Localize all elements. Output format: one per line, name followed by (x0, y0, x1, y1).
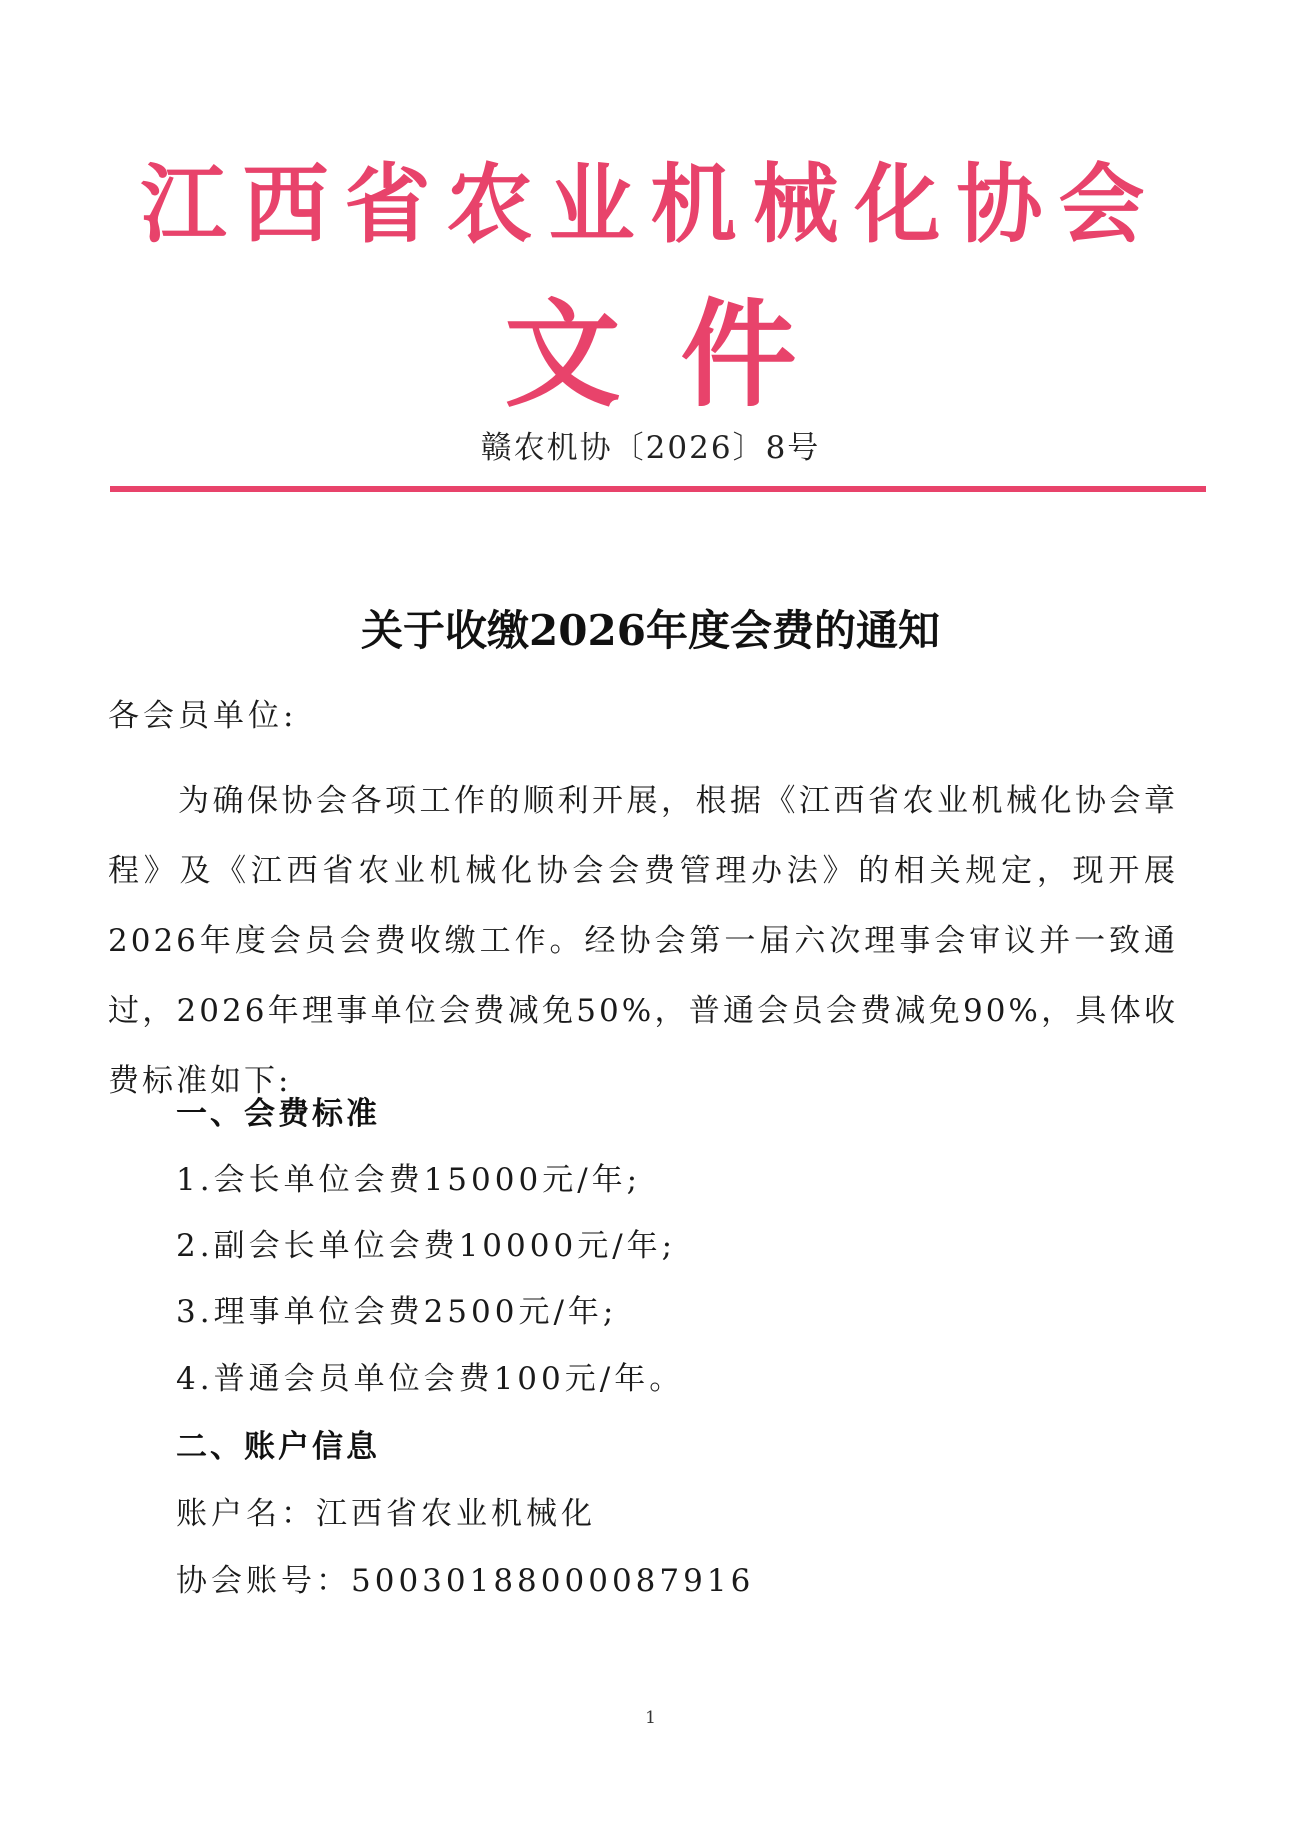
account-number: 协会账号：50030188000087916 (176, 1563, 755, 1599)
fee-item: 3.理事单位会费2500元/年; (176, 1294, 618, 1330)
section-heading-fee-standard: 一、会费标准 (176, 1096, 380, 1132)
salutation: 各会员单位: (108, 698, 298, 734)
org-name-header: 江西省农业机械化协会 (140, 154, 1161, 255)
body-paragraph: 为确保协会各项工作的顺利开展，根据《江西省农业机械化协会章程》及《江西省农业机械化协会会费管理办法》的相关规定，现开展2026年度会员会费收缴工作。经协会第一届六次理事会审议并一致通过，2026年理事单位会费减免50%，普通会员会费减免90%，具体收费标准如下: (108, 783, 1178, 1099)
red-divider-line (110, 486, 1206, 492)
document-word-header: 文件 (504, 287, 857, 423)
page-number: 1 (645, 1708, 656, 1728)
fee-item: 2.副会长单位会费10000元/年; (176, 1228, 677, 1264)
account-name: 账户名：江西省农业机械化 (176, 1496, 596, 1532)
notice-title: 关于收缴2026年度会费的通知 (361, 606, 940, 655)
fee-item: 4.普通会员单位会费100元/年。 (176, 1361, 685, 1397)
section-heading-account-info: 二、账户信息 (176, 1429, 380, 1465)
fee-item: 1.会长单位会费15000元/年; (176, 1162, 642, 1198)
document-number: 赣农机协〔2026〕8号 (480, 430, 821, 466)
